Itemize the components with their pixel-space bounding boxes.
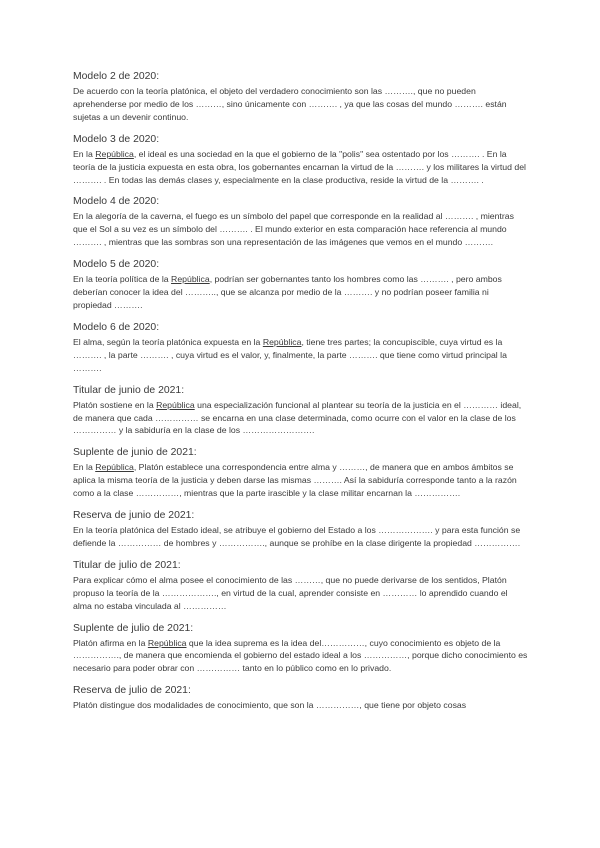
text-run: , podrían ser gobernantes tanto los hombres como las ………. , pero ambos deberían conocer la idea del ……….., que se alcanza por medio de la ………. y no podrían poseer familia ni propiedad ………. (73, 274, 502, 310)
title-reference: República (156, 399, 195, 410)
text-run: En la teoría platónica del Estado ideal, se atribuye el gobierno del Estado a los ………………. y para esta función se defiende la …………… de hombres y ……………., aunque se prohíbe en la clase dirigente la propiedad ……………. (73, 525, 521, 548)
section-text (73, 461, 528, 500)
section-heading: Titular de julio de 2021: (73, 559, 181, 571)
text-run: , el ideal es una sociedad en la que el gobierno de la "polis" sea ostentado por los ………. . En la teoría de la justicia expuesta en esta obra, los gobernantes encarnan la virtud de la ………. y los militares la virtud del ………. . En todas las demás clases y, especialmente en la clase productiva, reside la virtud de la ………. . (73, 148, 526, 185)
exam-section (73, 622, 528, 676)
text-run: una especialización funcional al plantear su teoría de la justicia en el ………… ideal, de manera que cada …………… se encarna en una clase determinada, como ocurre con el valor en la clase de los …………… y la sabiduría en la clase de los ……………………. (73, 399, 522, 436)
section-text (73, 210, 528, 249)
title-reference: República (95, 462, 134, 473)
exam-section (73, 195, 528, 249)
text-run: De acuerdo con la teoría platónica, el objeto del verdadero conocimiento son las ………., que no pueden aprehenderse por medio de los ………, sino únicamente con ………. , ya que las cosas del mundo ………. están sujetas a un devenir continuo. (73, 86, 507, 122)
section-heading: Titular de junio de 2021: (73, 384, 185, 396)
exam-section (73, 509, 528, 550)
text-run: En la alegoría de la caverna, el fuego es un símbolo del papel que corresponde en la realidad al ………. , mientras que el Sol a su vez es un símbolo del ………. . El mundo exterior en esta comparación hace referencia al mundo ………. , mientras que las sombras son una representación de las imágenes que vemos en el mundo ………. (73, 211, 514, 248)
section-text (73, 524, 528, 550)
text-run: , Platón establece una correspondencia entre alma y ………, de manera que en ambos ámbitos se aplica la misma teoría de la justicia y deben darse las mismas ………. Así la sabiduría corresponde tanto a la razón como a la clase ……………, mientras que la parte irascible y la clase militar encarnan la ……………. (73, 462, 517, 499)
exam-section (73, 446, 528, 500)
section-heading: Reserva de junio de 2021: (73, 510, 195, 522)
section-heading: Modelo 6 de 2020: (73, 321, 160, 333)
document-page (73, 70, 528, 721)
title-reference: República (171, 274, 210, 285)
section-text (73, 574, 528, 613)
exam-section (73, 559, 528, 613)
section-text (73, 85, 528, 124)
section-heading: Modelo 5 de 2020: (73, 259, 160, 271)
title-reference: República (147, 637, 187, 648)
section-text (73, 699, 528, 712)
section-heading: Modelo 3 de 2020: (73, 133, 160, 145)
section-heading: Suplente de julio de 2021: (73, 622, 194, 634)
title-reference: República (262, 336, 302, 347)
section-heading: Modelo 2 de 2020: (73, 71, 160, 82)
section-text (73, 148, 528, 187)
text-run: En la teoría política de la (73, 274, 172, 285)
section-text (73, 399, 528, 438)
section-heading: Modelo 4 de 2020: (73, 196, 160, 208)
section-heading: Suplente de junio de 2021: (73, 447, 197, 459)
exam-section (73, 684, 528, 712)
exam-section (73, 384, 528, 438)
text-run: , tiene tres partes; la concupiscible, cuya virtud es la ………. , la parte ………. , cuya virtud es el valor, y, finalmente, la parte ………. que tiene como virtud principal la ………. (73, 336, 507, 373)
text-run: Platón afirma en la (73, 637, 148, 648)
section-text (73, 273, 528, 312)
section-heading: Reserva de julio de 2021: (73, 685, 191, 697)
text-run: El alma, según la teoría platónica expuesta en la (73, 336, 263, 347)
text-run: En la (73, 148, 96, 159)
exam-section (73, 258, 528, 312)
text-run: Platón distingue dos modalidades de conocimiento, que son la ……………, que tiene por objeto cosas (73, 700, 467, 711)
exam-section (73, 321, 528, 375)
exam-section (73, 70, 528, 124)
exam-section (73, 133, 528, 187)
title-reference: República (95, 148, 134, 159)
text-run: que la idea suprema es la idea del……………, cuyo conocimiento es objeto de la ……………., de manera que encomienda el gobierno del estado ideal a los ……………, porque dicho conocimiento es necesario para poder obrar con …………… tanto en lo público como en lo privado. (73, 637, 528, 674)
text-run: Platón sostiene en la (73, 399, 157, 410)
text-run: En la (73, 462, 96, 473)
section-text (73, 336, 528, 375)
section-text (73, 637, 528, 676)
text-run: Para explicar cómo el alma posee el conocimiento de las ………, que no puede derivarse de los sentidos, Platón propuso la teoría de la ………………., en virtud de la cual, aprender consiste en ………… lo aprendido cuando el alma no estaba vinculada al …………… (73, 574, 508, 611)
